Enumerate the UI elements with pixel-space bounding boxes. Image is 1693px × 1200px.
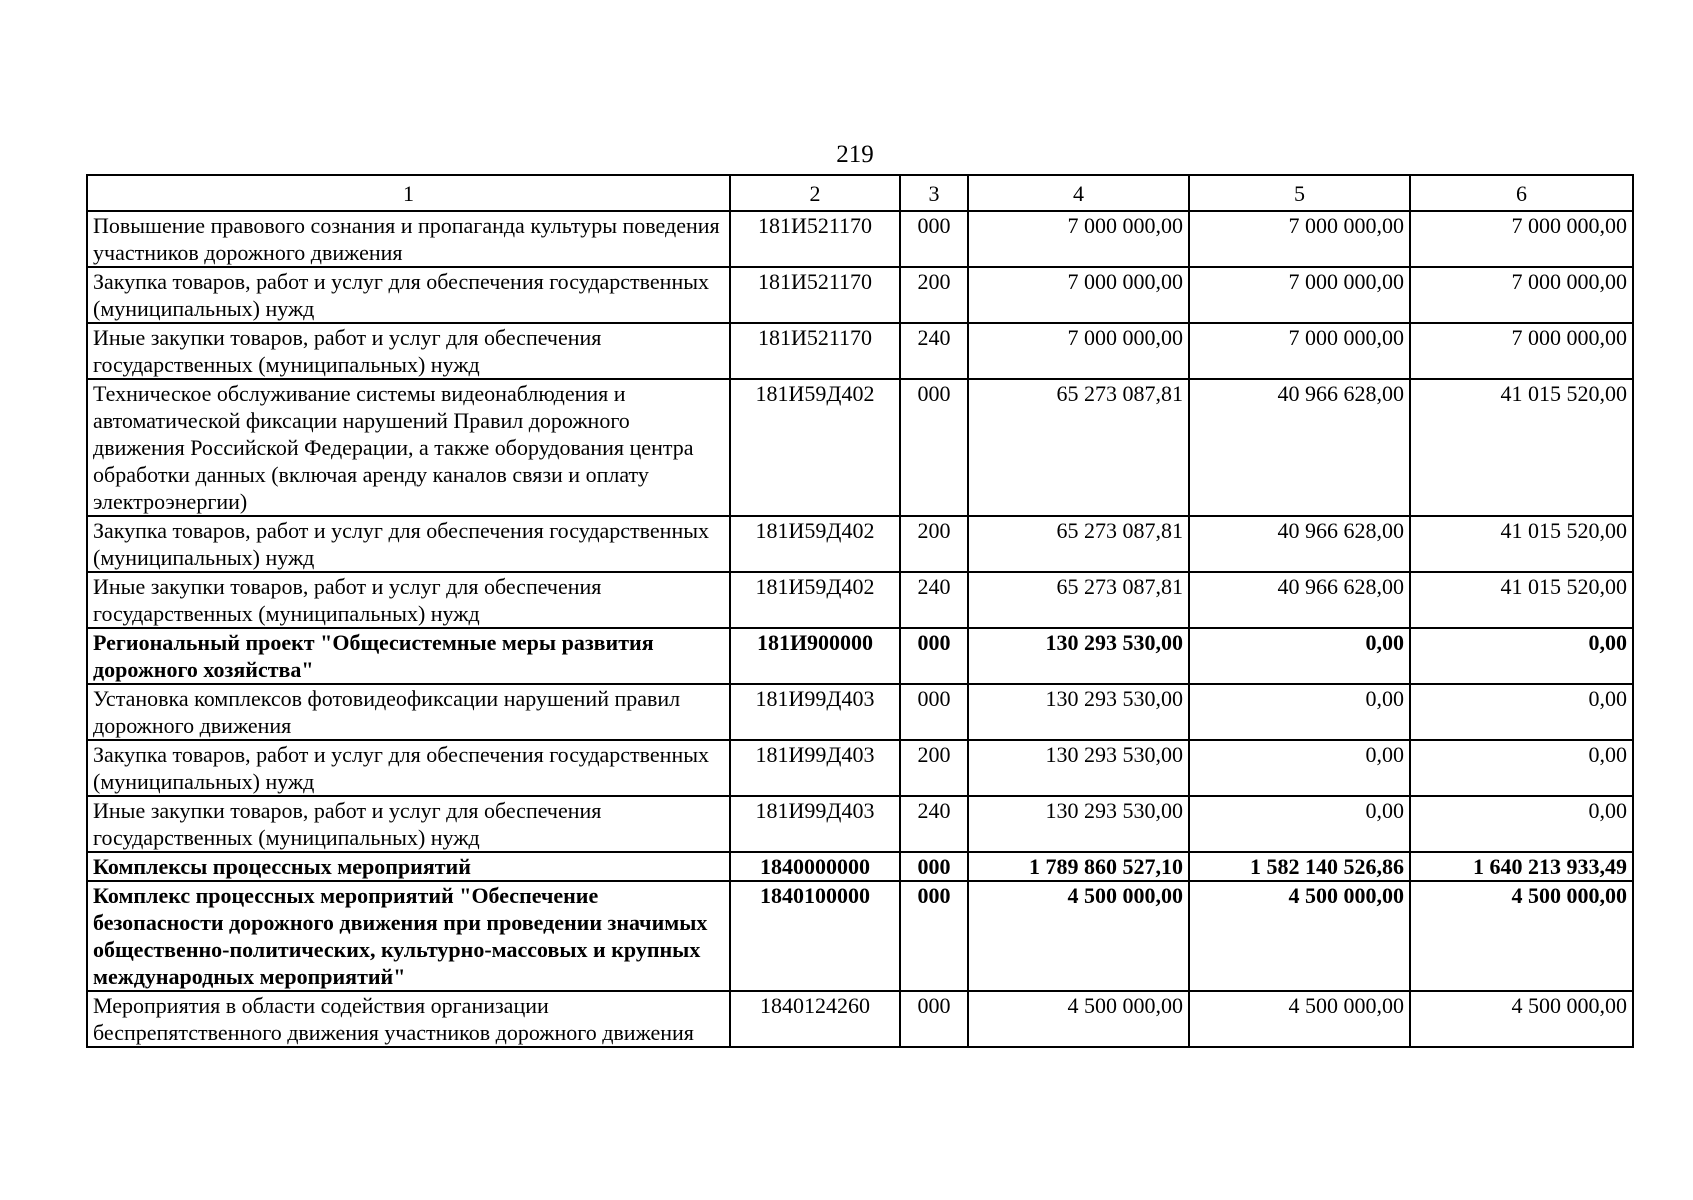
table-row	[87, 379, 1633, 516]
row-name: Техническое обслуживание системы видеонаблюдения и автоматической фиксации нарушений Правил дорожного движения Российской Федерации, а также оборудования центра обработки данных (включая аренду каналов связи и оплату электроэнергии)	[87, 379, 730, 516]
row-kind: 000	[900, 628, 968, 684]
row-value-5: 40 966 628,00	[1189, 516, 1410, 572]
row-name: Закупка товаров, работ и услуг для обеспечения государственных (муниципальных) нужд	[87, 267, 730, 323]
row-value-6: 0,00	[1410, 628, 1633, 684]
row-value-5: 0,00	[1189, 796, 1410, 852]
table-row	[87, 881, 1633, 991]
row-name: Иные закупки товаров, работ и услуг для обеспечения государственных (муниципальных) нужд	[87, 796, 730, 852]
header-col-1: 1	[87, 175, 730, 211]
table-row	[87, 852, 1633, 881]
row-value-4: 7 000 000,00	[968, 323, 1189, 379]
row-code: 181И99Д403	[730, 740, 900, 796]
table-row	[87, 796, 1633, 852]
row-name: Установка комплексов фотовидеофиксации нарушений правил дорожного движения	[87, 684, 730, 740]
row-code: 1840100000	[730, 881, 900, 991]
row-value-4: 65 273 087,81	[968, 379, 1189, 516]
row-value-4: 4 500 000,00	[968, 991, 1189, 1047]
row-value-4: 130 293 530,00	[968, 796, 1189, 852]
row-code: 181И521170	[730, 267, 900, 323]
header-col-4: 4	[968, 175, 1189, 211]
header-col-6: 6	[1410, 175, 1633, 211]
row-value-5: 1 582 140 526,86	[1189, 852, 1410, 881]
row-kind: 200	[900, 516, 968, 572]
row-name: Иные закупки товаров, работ и услуг для обеспечения государственных (муниципальных) нужд	[87, 323, 730, 379]
row-kind: 000	[900, 852, 968, 881]
row-value-4: 65 273 087,81	[968, 516, 1189, 572]
row-value-4: 130 293 530,00	[968, 684, 1189, 740]
row-value-6: 1 640 213 933,49	[1410, 852, 1633, 881]
row-value-5: 7 000 000,00	[1189, 267, 1410, 323]
row-name: Повышение правового сознания и пропаганда культуры поведения участников дорожного движения	[87, 211, 730, 267]
table-row	[87, 991, 1633, 1047]
row-code: 181И99Д403	[730, 796, 900, 852]
row-value-5: 0,00	[1189, 740, 1410, 796]
row-kind: 000	[900, 684, 968, 740]
row-value-4: 1 789 860 527,10	[968, 852, 1189, 881]
row-value-5: 7 000 000,00	[1189, 211, 1410, 267]
row-code: 181И521170	[730, 323, 900, 379]
row-name: Комплексы процессных мероприятий	[87, 852, 730, 881]
row-value-5: 0,00	[1189, 684, 1410, 740]
row-value-5: 4 500 000,00	[1189, 991, 1410, 1047]
row-name: Комплекс процессных мероприятий "Обеспечение безопасности дорожного движения при проведении значимых общественно-политических, культурно-массовых и крупных международных мероприятий"	[87, 881, 730, 991]
row-value-5: 40 966 628,00	[1189, 379, 1410, 516]
row-code: 1840000000	[730, 852, 900, 881]
row-code: 181И521170	[730, 211, 900, 267]
row-code: 181И900000	[730, 628, 900, 684]
header-col-3: 3	[900, 175, 968, 211]
table-row	[87, 323, 1633, 379]
row-code: 181И59Д402	[730, 572, 900, 628]
row-kind: 200	[900, 267, 968, 323]
row-kind: 240	[900, 323, 968, 379]
row-value-6: 41 015 520,00	[1410, 516, 1633, 572]
header-col-2: 2	[730, 175, 900, 211]
table-row	[87, 516, 1633, 572]
row-kind: 240	[900, 796, 968, 852]
row-value-4: 130 293 530,00	[968, 740, 1189, 796]
row-value-6: 7 000 000,00	[1410, 323, 1633, 379]
row-name: Мероприятия в области содействия организации беспрепятственного движения участников дорожного движения	[87, 991, 730, 1047]
header-col-5: 5	[1189, 175, 1410, 211]
header-row	[87, 175, 1633, 211]
row-value-6: 7 000 000,00	[1410, 211, 1633, 267]
row-kind: 000	[900, 991, 968, 1047]
table-row	[87, 267, 1633, 323]
row-kind: 000	[900, 881, 968, 991]
page-number: 219	[836, 141, 874, 168]
row-value-6: 41 015 520,00	[1410, 572, 1633, 628]
row-value-4: 130 293 530,00	[968, 628, 1189, 684]
row-code: 181И99Д403	[730, 684, 900, 740]
row-kind: 240	[900, 572, 968, 628]
row-value-5: 7 000 000,00	[1189, 323, 1410, 379]
table-row	[87, 740, 1633, 796]
row-name: Закупка товаров, работ и услуг для обеспечения государственных (муниципальных) нужд	[87, 740, 730, 796]
row-name: Региональный проект "Общесистемные меры развития дорожного хозяйства"	[87, 628, 730, 684]
row-code: 1840124260	[730, 991, 900, 1047]
table-row	[87, 572, 1633, 628]
row-value-6: 0,00	[1410, 684, 1633, 740]
row-code: 181И59Д402	[730, 379, 900, 516]
row-value-4: 7 000 000,00	[968, 267, 1189, 323]
row-kind: 000	[900, 379, 968, 516]
row-value-4: 4 500 000,00	[968, 881, 1189, 991]
row-value-6: 0,00	[1410, 796, 1633, 852]
table-row	[87, 211, 1633, 267]
row-value-5: 4 500 000,00	[1189, 881, 1410, 991]
row-kind: 000	[900, 211, 968, 267]
row-name: Иные закупки товаров, работ и услуг для обеспечения государственных (муниципальных) нужд	[87, 572, 730, 628]
row-value-6: 4 500 000,00	[1410, 991, 1633, 1047]
row-value-4: 65 273 087,81	[968, 572, 1189, 628]
row-code: 181И59Д402	[730, 516, 900, 572]
table-row	[87, 628, 1633, 684]
row-value-6: 0,00	[1410, 740, 1633, 796]
row-value-4: 7 000 000,00	[968, 211, 1189, 267]
row-value-5: 0,00	[1189, 628, 1410, 684]
row-value-5: 40 966 628,00	[1189, 572, 1410, 628]
budget-table	[86, 174, 1634, 1048]
row-value-6: 7 000 000,00	[1410, 267, 1633, 323]
table-row	[87, 684, 1633, 740]
row-name: Закупка товаров, работ и услуг для обеспечения государственных (муниципальных) нужд	[87, 516, 730, 572]
row-value-6: 4 500 000,00	[1410, 881, 1633, 991]
row-kind: 200	[900, 740, 968, 796]
row-value-6: 41 015 520,00	[1410, 379, 1633, 516]
